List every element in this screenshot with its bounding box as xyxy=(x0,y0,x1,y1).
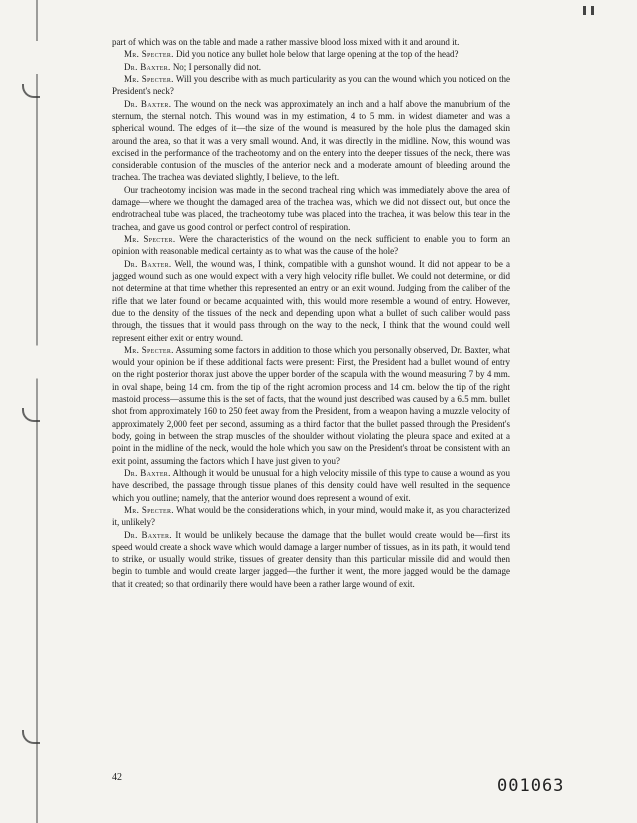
speaker: Mr. Specter. xyxy=(124,504,174,515)
speaker: Mr. Specter. xyxy=(124,344,174,355)
paragraph-6 xyxy=(112,233,510,258)
paragraph-text: Assuming some factors in addition to those which you personally observed, Dr. Baxter, what would your opinion be if these additional facts were present: First, the President had a bullet wound of entry on the right posterior thorax just above the upper border of the scapula with the wound measuring 7 by 4 mm. in oval shape, being 14 cm. from the tip of the right acromion process and 14 cm. below the tip of the right mastoid process—assume this is the set of facts, that the wound just described was caused by a 6.5 mm. bullet shot from approximately 160 to 250 feet away from the President, from a weapon having a muzzle velocity of approximately 2,000 feet per second, assuming as a third factor that the bullet passed through the President's body, going in between the strap muscles of the shoulder without violating the pleura space and exited at a point in the midline of the neck, would the hole which you saw on the President's throat be consistent with an exit point, assuming the factors which I have just given to you? xyxy=(112,344,510,466)
margin-mark-2 xyxy=(22,408,40,422)
speaker: Dr. Baxter. xyxy=(124,467,171,478)
margin-mark-3 xyxy=(22,730,40,744)
speaker: Mr. Specter. xyxy=(124,234,176,244)
speaker: Dr. Baxter. xyxy=(124,98,172,109)
paragraph-text: part of which was on the table and made a rather massive blood loss mixed with it and around it. xyxy=(112,37,460,47)
transcript-body xyxy=(112,36,510,590)
speaker: Dr. Baxter. xyxy=(124,61,171,72)
paragraph-text: Will you describe with as much particularity as you can the wound which you noticed on the President's neck? xyxy=(112,73,510,97)
paragraph-text: Were the characteristics of the wound on the neck sufficient to enable you to form an opinion with reasonable medical certainty as to what was the cause of the hole? xyxy=(112,234,510,257)
paragraph-7 xyxy=(112,258,510,344)
paragraph-text: What would be the considerations which, in your mind, would make it, as you characterized it, unlikely? xyxy=(112,504,510,528)
paragraph-text: Our tracheotomy incision was made in the second tracheal ring which was immediately above the area of damage—where we thought the damaged area of the trachea was, which we did not dissect out, but once the endrotracheal tube was placed, the tracheotomy tube was placed into the trachea, it was below this tear in the trachea, and gave us good control or perfect control of respiration. xyxy=(112,184,510,232)
speaker: Dr. Baxter. xyxy=(124,258,172,269)
paragraph-text: No; I personally did not. xyxy=(172,61,262,72)
paragraph-0 xyxy=(112,36,510,48)
paragraph-text: Well, the wound was, I think, compatible with a gunshot wound. It did not appear to be a jagged wound such as one would expect with a very high velocity rifle bullet. We could not determine, or did not determine at that time whether this represented an entry or an exit wound. Judging from the caliber of the rifle that we later found or became acquainted with, this would more resemble a wound of entry. However, due to the density of the tissues of the neck and depending upon what a bullet of such caliber would pass through, the tissues that it would pass through on the way to the neck, I think that the wound could well represent either exit or entry wound. xyxy=(112,258,510,343)
document-stamp-number: 001063 xyxy=(497,776,565,796)
paragraph-text: The wound on the neck was approximately an inch and a half above the manubrium of the sternum, the sternal notch. This wound was in my estimation, 4 to 5 mm. in widest diameter and was a spherical wound. The edges of it—the size of the wound is measured by the hole plus the damaged skin around the area, so that it was a very small wound. And, it was directly in the midline. Now, this wound was excised in the performance of the tracheotomy and on the entery into the deeper tissues of the neck, there was considerable contusion of the muscles of the anterior neck and a moderate amount of bleeding around the trachea. The trachea was deviated slightly, I believe, to the left. xyxy=(112,98,510,183)
paragraph-4 xyxy=(112,98,510,184)
speaker: Mr. Specter. xyxy=(124,73,174,84)
page-number: 42 xyxy=(112,772,122,783)
paragraph-11 xyxy=(112,529,510,591)
paragraph-8 xyxy=(112,344,510,467)
paragraph-5 xyxy=(112,184,510,233)
paragraph-text: Did you notice any bullet hole below that large opening at the top of the head? xyxy=(175,49,459,60)
corner-mark xyxy=(583,6,603,18)
paragraph-3 xyxy=(112,73,510,98)
paragraph-text: Although it would be unusual for a high velocity missile of this type to cause a wound as you have described, the passage through tissue planes of this density could have well resulted in the sequence which you outline; namely, that the anterior wound does represent a wound of exit. xyxy=(112,467,510,503)
paragraph-1 xyxy=(112,48,510,60)
margin-mark-1 xyxy=(22,84,40,98)
paragraph-text: It would be unlikely because the damage that the bullet would create would be—first its speed would create a shock wave which would damage a larger number of tissues, as in its path, it would tend to strike, or usually would strike, tissues of greater density than this particular missile did and would then begin to tumble and would create larger jagged—the further it went, the more jagged would be the damage that it created; so that ordinarily there would have been a rather large wound of exit. xyxy=(112,529,510,589)
paragraph-9 xyxy=(112,467,510,504)
paragraph-2 xyxy=(112,61,510,73)
paragraph-10 xyxy=(112,504,510,529)
speaker: Dr. Baxter. xyxy=(124,529,172,540)
speaker: Mr. Specter. xyxy=(124,49,174,60)
